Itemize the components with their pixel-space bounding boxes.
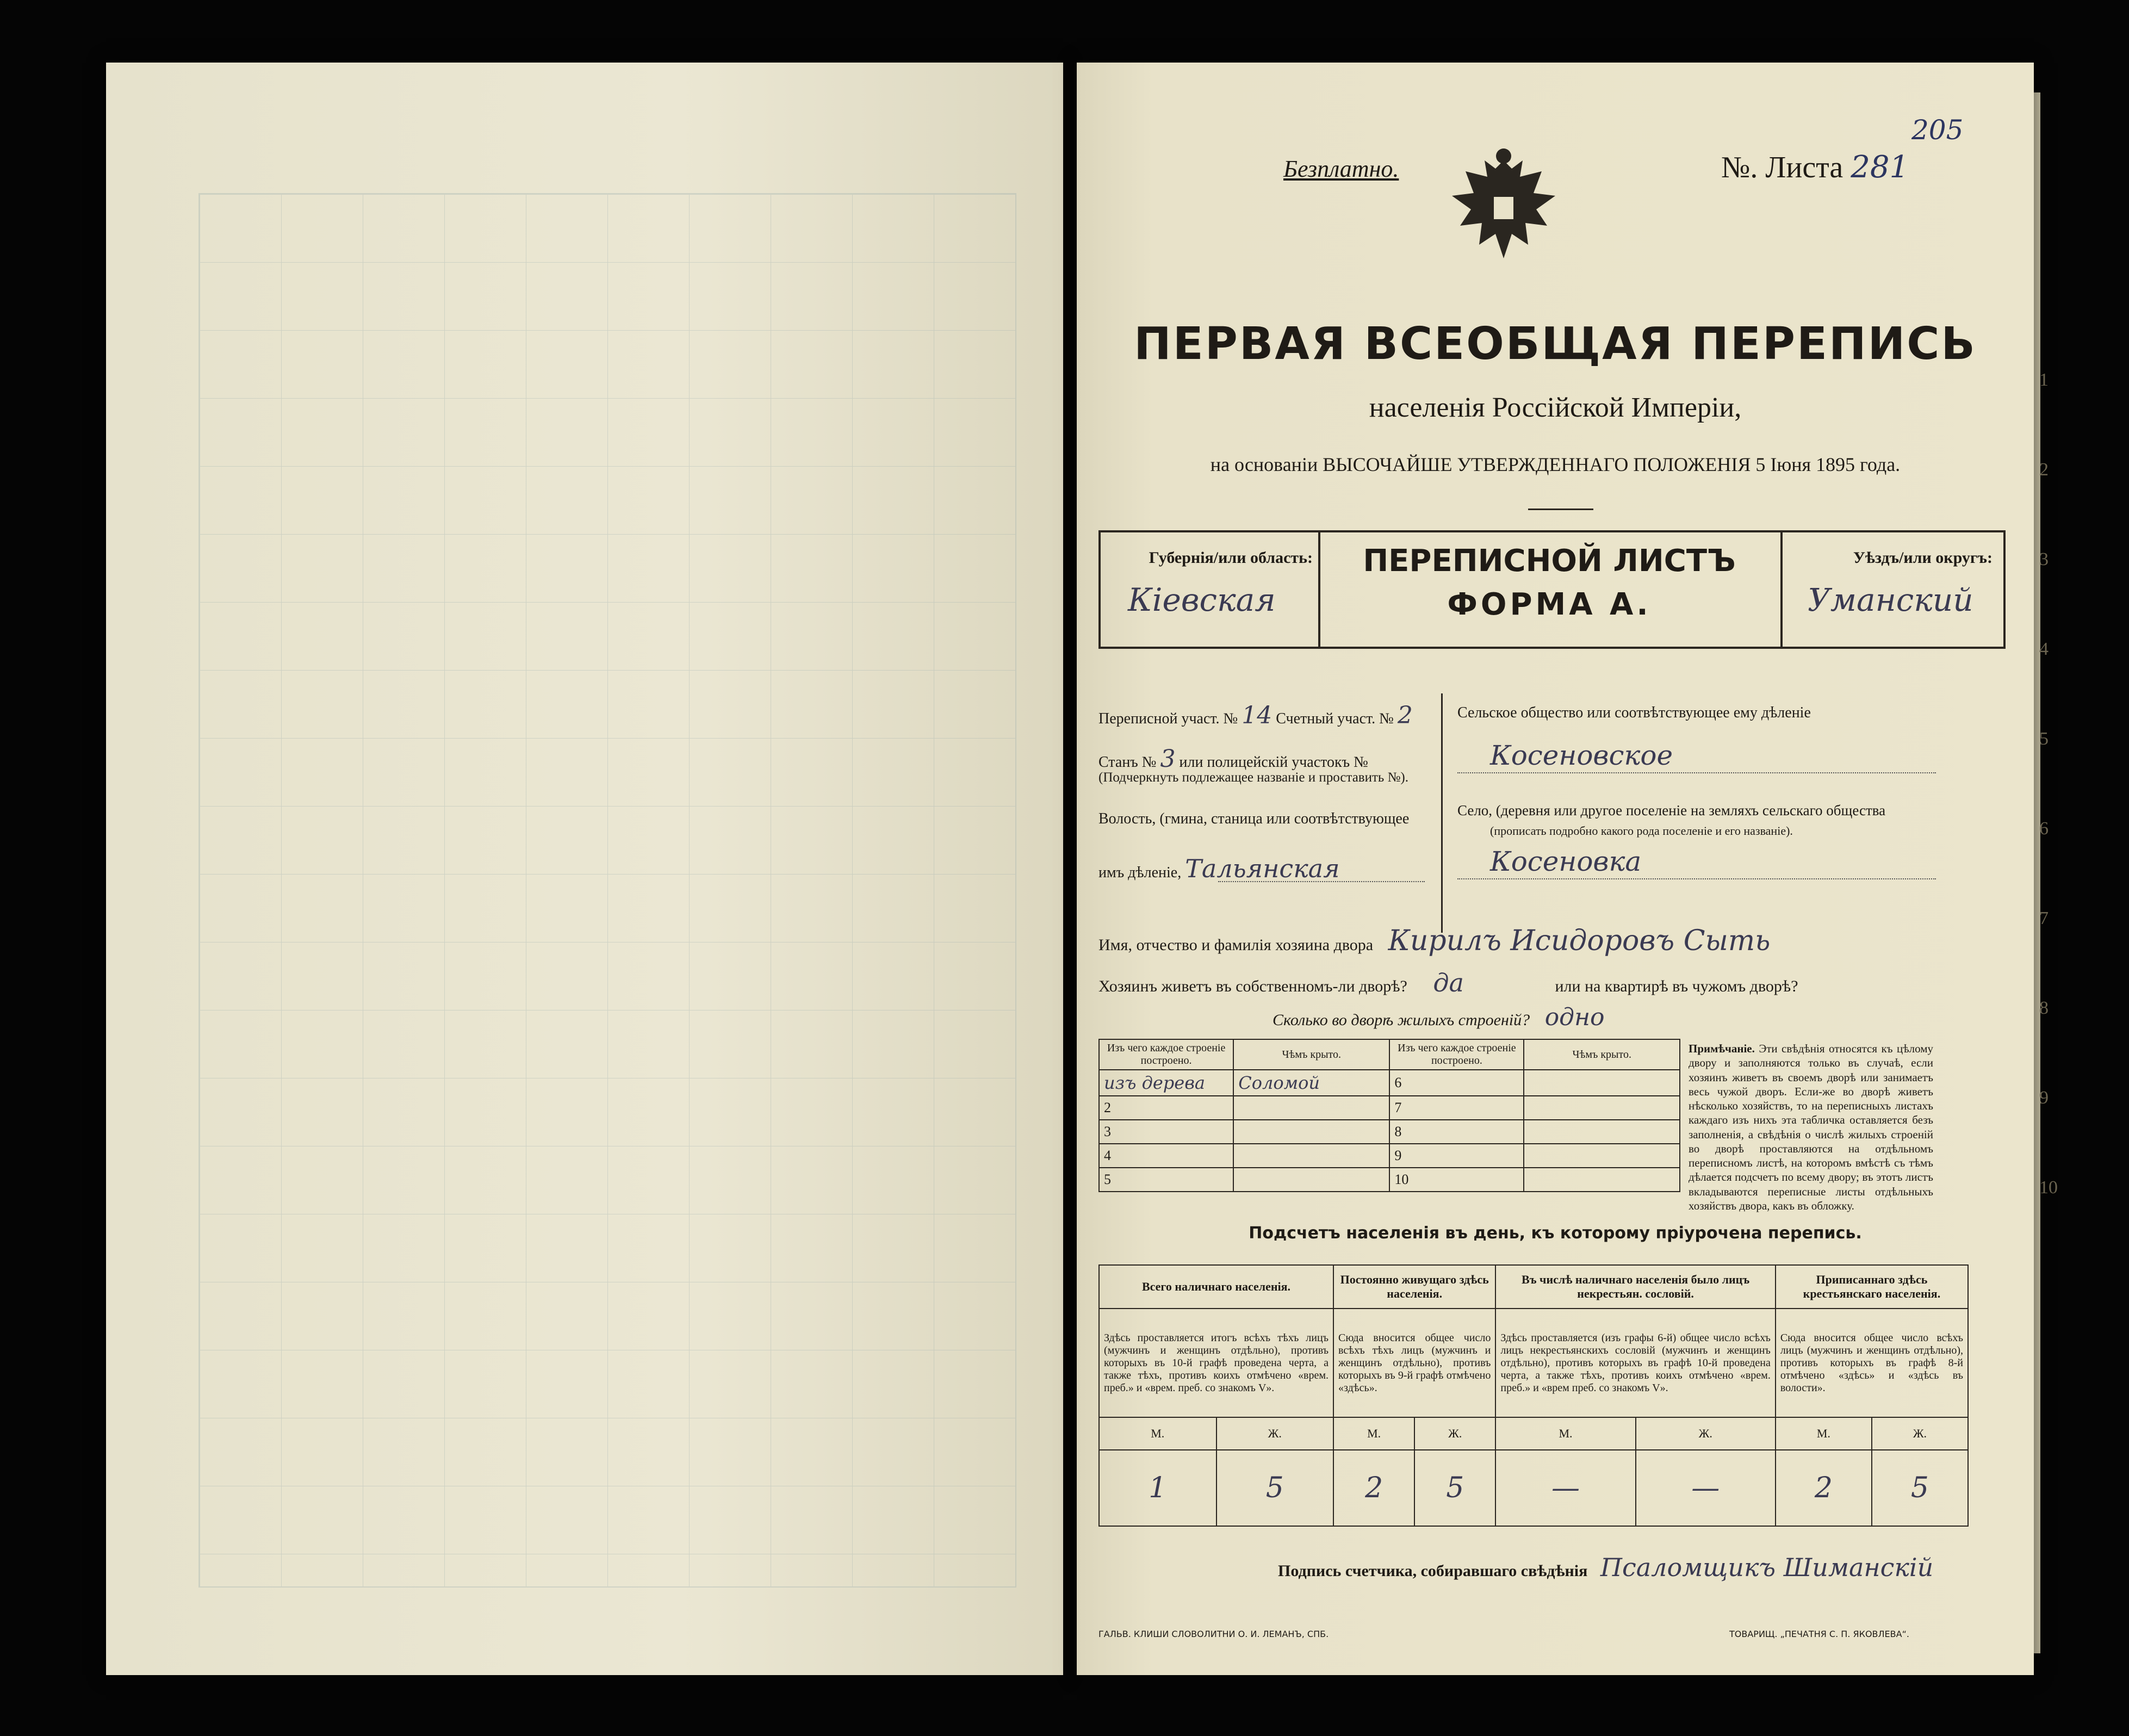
table-row: 5 10 (1099, 1168, 1680, 1192)
signature-value: Псаломщикъ Шиманскій (1600, 1553, 1934, 1582)
footer-left: ГАЛЬВ. КЛИШИ СЛОВОЛИТНИ О. И. ЛЕМАНЪ, СПБ. (1098, 1629, 1329, 1639)
form-title: ПЕРЕПИСНОЙ ЛИСТЪ (1363, 543, 1736, 579)
stan-field: Станъ № 3 или полицейскій участокъ № (1098, 745, 1368, 773)
census-district-field: Переписной участ. № 14 Счетный участ. № 2 (1098, 702, 1413, 729)
owner-value: Кирилъ Исидоровъ Сыть (1388, 925, 1771, 957)
footer-right: ТОВАРИЩ. „ПЕЧАТНЯ С. П. ЯКОВЛЕВА“. (1729, 1629, 1909, 1639)
col-roof: Чѣмъ крыто. (1233, 1039, 1389, 1070)
own-yard-value: да (1433, 968, 1464, 997)
volost-value: Тальянская (1185, 854, 1340, 883)
village-label: Село, (деревня или другое поселеніе на земляхъ сельскаго общества (1457, 802, 1886, 819)
census-district-value: 14 (1242, 702, 1273, 729)
fields-divider (1441, 693, 1443, 933)
owner-field: Имя, отчество и фамилія хозяина двора Кирилъ Исидоровъ Сыть (1098, 925, 1771, 957)
table-row: 3 8 (1099, 1120, 1680, 1144)
buildings-value: одно (1544, 1003, 1605, 1031)
note-text: Примѣчаніе. Эти свѣдѣнія относятся къ цѣлому двору и заполняются только въ случаѣ, если хозяинъ живетъ въ своемъ дворѣ или занимаетъ весь чужой дворъ. Если-же во дворѣ живетъ нѣсколько хозяйствъ, то на переписныхъ листахъ каждаго изъ нихъ эта табличка оставляется безъ заполненія, а свѣдѣнія о числѣ жилыхъ строеній во дворѣ проставляются на отдѣльномъ переписномъ листѣ, на которомъ вмѣстѣ съ тѣмъ дѣлается подсчетъ по всему двору; въ этотъ листъ вкладываются переписные листы отдѣльныхъ хозяйствъ двора, какъ въ обложку. (1689, 1042, 1933, 1212)
stan-value: 3 (1160, 745, 1176, 773)
uezd-value: Уманский (1808, 581, 1973, 618)
form-header-box (1098, 530, 2006, 649)
own-yard-field: Хозяинъ живетъ въ собственномъ-ли дворѣ? да или на квартирѣ въ чужомъ дворѣ? (1098, 968, 1798, 997)
signature-field: Подпись счетчика, собиравшаго свѣдѣнія Псаломщикъ Шиманскій (1278, 1553, 1934, 1582)
sheet-number-label: №. Листа 281 (1721, 150, 1909, 185)
census-form-page (1077, 63, 2034, 1675)
society-label: Сельское общество или соотвѣтствующее ему дѣленіе (1457, 704, 1811, 721)
volost-field: имъ дѣленіе, Тальянская (1098, 854, 1340, 883)
form-name: ФОРМА А. (1447, 587, 1652, 622)
gubernia-label: Губернія/или область: (1149, 549, 1313, 567)
village-value: Косеновка (1490, 846, 1642, 877)
count-values-row: 1 5 2 5 — — 2 5 (1099, 1450, 1968, 1526)
sheet-number-alt: 205 (1911, 114, 1964, 146)
volost-label: Волость, (гмина, станица или соотвѣтствующее (1098, 810, 1410, 827)
census-subtitle: населенія Россійской Имперіи, (1369, 392, 1742, 423)
buildings-field: Сколько во дворѣ жилыхъ строеній? одно (1273, 1003, 1605, 1031)
left-page-blank (106, 63, 1063, 1675)
ornament-divider (1528, 509, 1593, 510)
free-label: Безплатно. (1283, 156, 1399, 182)
col-material: Изъ чего каждое строеніе построено. (1099, 1039, 1233, 1070)
table-row: 4 9 (1099, 1144, 1680, 1168)
count-district-value: 2 (1397, 702, 1413, 729)
society-value: Косеновское (1490, 740, 1673, 771)
village-note: (прописать подробно какого рода поселеніе и его названіе). (1490, 824, 1793, 838)
uezd-label: Уѣздъ/или округъ: (1853, 549, 1993, 567)
buildings-table: Изъ чего каждое строеніе построено. Чѣмъ крыто. Изъ чего каждое строеніе построено. Чѣмъ крыто. изъ дерева Соломой 6 2 7 3 8 4 9 5 10 (1098, 1039, 1680, 1192)
table-row: изъ дерева Соломой 6 (1099, 1070, 1680, 1096)
table-row: 2 7 (1099, 1096, 1680, 1120)
gubernia-value: Кіевская (1128, 581, 1276, 618)
imperial-eagle-emblem (1447, 144, 1561, 269)
census-title: ПЕРВАЯ ВСЕОБЩАЯ ПЕРЕПИСЬ (1134, 318, 1977, 370)
margin-numbers: 1 2 3 4 5 6 7 8 9 10 (2039, 370, 2058, 1198)
count-title: Подсчетъ населенія въ день, къ которому пріурочена перепись. (1249, 1224, 1862, 1243)
census-basis: на основаніи ВЫСОЧАЙШЕ УТВЕРЖДЕННАГО ПОЛОЖЕНІЯ 5 Іюня 1895 года. (1210, 454, 1901, 475)
sheet-number-value: 281 (1851, 150, 1909, 185)
bleed-through-grid (198, 193, 1016, 1588)
underline-note: (Подчеркнуть подлежащее названіе и проставить №). (1098, 770, 1408, 785)
population-count-table: Всего наличнаго населенія. Постоянно живущаго здѣсь населенія. Въ числѣ наличнаго населенія было лицъ некрестьян. сословій. Приписаннаго здѣсь крестьянскаго населенія. Здѣсь проставляется итогъ всѣхъ тѣхъ лицъ (мужчинъ и женщинъ отдѣльно), противъ которыхъ въ 10-й графѣ проведена черта, а также тѣхъ, противъ коихъ отмѣчено «врем. преб.» и «врем. преб. со знакомъ V». Сюда вносится общее число всѣхъ тѣхъ лицъ (мужчинъ и женщинъ отдѣльно), противъ которыхъ въ 9-й графѣ отмѣчено «здѣсь». Здѣсь проставляется (изъ графы 6-й) общее число всѣхъ лицъ некрестьянскихъ сословій (мужчинъ и женщинъ отдѣльно), противъ которыхъ въ графѣ 10-й проведена черта, а также тѣхъ, противъ коихъ отмѣчено «врем. преб.» и «врем преб. со знакомъ V». Сюда вносится общее число всѣхъ лицъ (мужчинъ и женщинъ отдѣльно), противъ которыхъ въ графѣ 8-й отмѣчено «здѣсь» и «здѣсь въ волости». М. Ж. М. Ж. М. Ж. М. Ж. 1 5 2 5 — — 2 5 (1098, 1264, 1969, 1527)
